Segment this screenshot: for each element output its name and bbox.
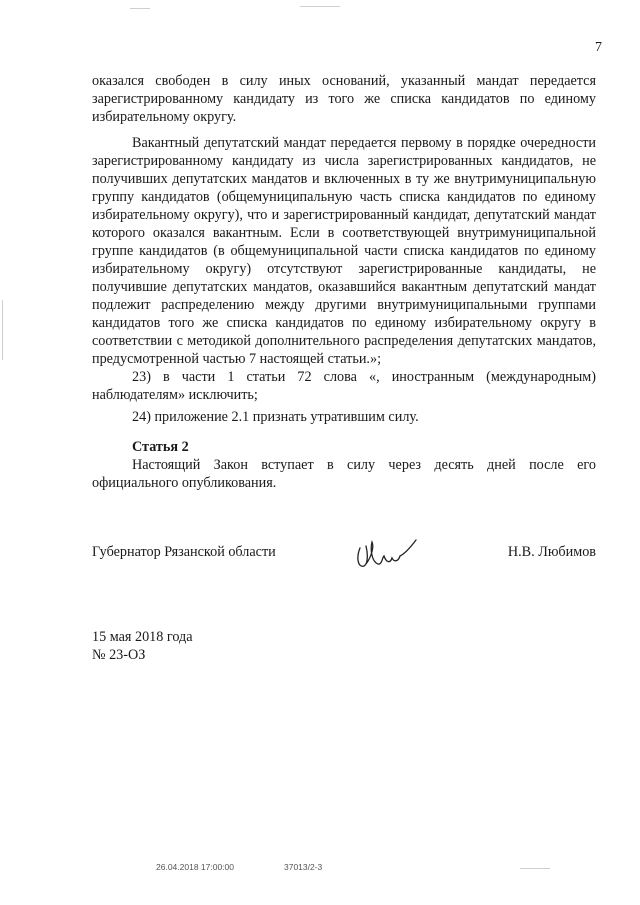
paragraph-item-24: 24) приложение 2.1 признать утратившим силу. bbox=[132, 409, 419, 425]
signature-row bbox=[92, 540, 596, 580]
scan-artifact bbox=[300, 6, 340, 7]
scan-artifact bbox=[130, 8, 150, 9]
scan-artifact bbox=[2, 300, 3, 360]
footer-timestamp: 26.04.2018 17:00:00 bbox=[156, 862, 234, 872]
signer-position: Губернатор Рязанской области bbox=[92, 544, 276, 560]
law-date: 15 мая 2018 года bbox=[92, 629, 193, 645]
paragraph-continuation: оказался свободен в силу иных оснований, указанный мандат передается зарегистрированному кандидату из того же списка кандидатов по единому избирательному округу. bbox=[92, 73, 596, 125]
paragraph-vacant-mandate: Вакантный депутатский мандат передается первому в порядке очередности зарегистрированному кандидату из числа зарегистрированных кандидатов, не получивших депутатских мандатов и включенных в ту же внутримуниципальную группу кандидатов (общемуниципальную часть списка кандидатов по единому избирательному округу), что и зарегистрированный кандидат, депутатский мандат которого оказался вакантным. Если в соответствующей внутримуниципальной группе кандидатов (в общемуниципальной части списка кандидатов по единому избирательному округу) отсутствуют зарегистрированные кандидаты, не получившие депутатских мандатов, оказавшийся вакантным депутатский мандат подлежит распределению между другими внутримуниципальными группами кандидатов того же списка кандидатов по единому избирательному округу в соответствии с методикой дополнительного распределения депутатских мандатов, предусмотренной частью 7 настоящей статьи.»; bbox=[92, 135, 596, 367]
paragraph-item-23: 23) в части 1 статьи 72 слова «, иностранным (международным) наблюдателям» исключить; bbox=[92, 369, 596, 403]
handwritten-signature bbox=[352, 534, 422, 578]
article-2-text: Настоящий Закон вступает в силу через десять дней после его официального опубликования. bbox=[92, 457, 596, 491]
footer-code: 37013/2-3 bbox=[284, 862, 323, 872]
article-2-body bbox=[92, 456, 596, 492]
law-number: № 23-ОЗ bbox=[92, 647, 146, 663]
law-date-block bbox=[92, 628, 193, 664]
article-2-heading: Статья 2 bbox=[132, 439, 189, 455]
scan-artifact bbox=[520, 868, 550, 869]
signer-name: Н.В. Любимов bbox=[507, 544, 596, 560]
page-number: 7 bbox=[595, 40, 602, 55]
body-text-section-1 bbox=[92, 72, 596, 426]
